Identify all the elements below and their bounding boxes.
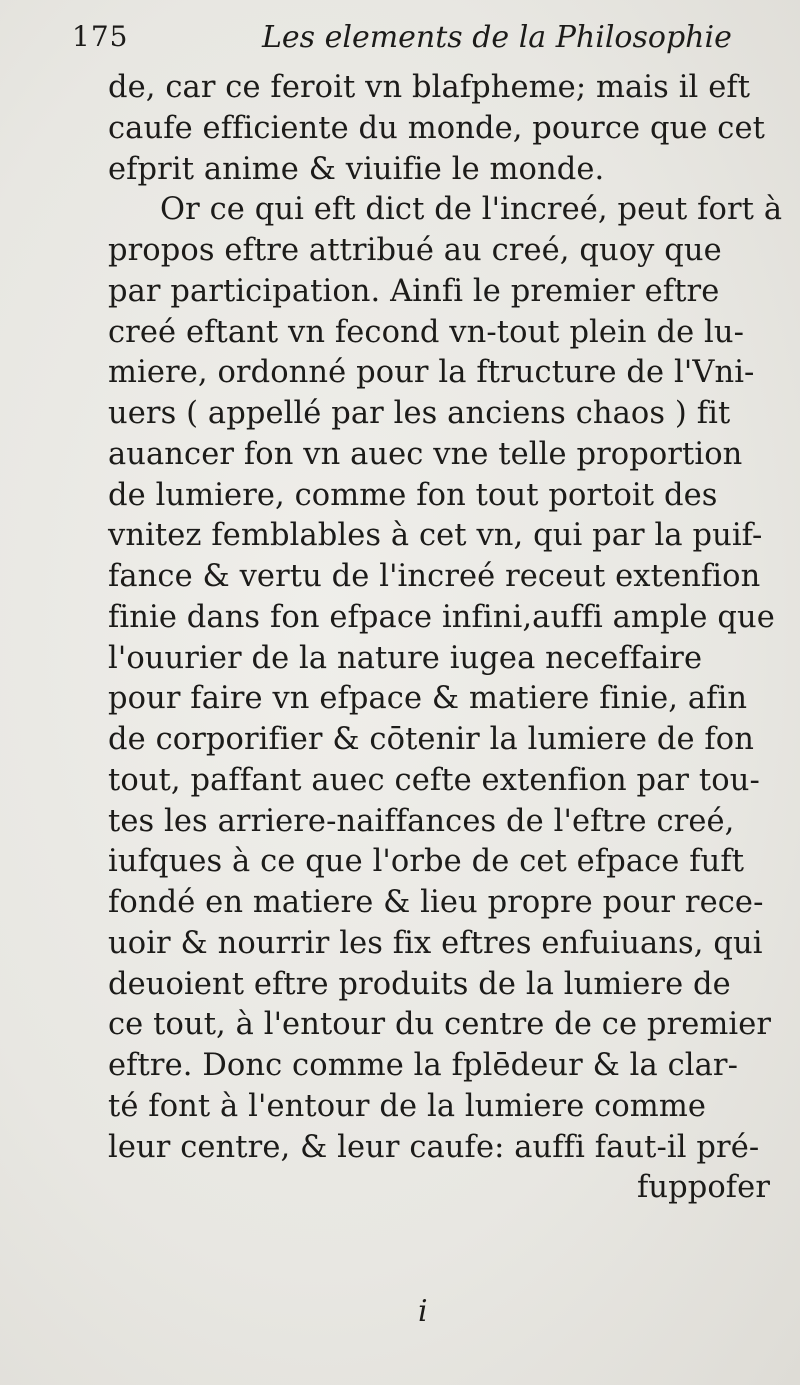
text-line: eftre. Donc comme la fplēdeur & la clar-	[108, 1048, 739, 1083]
text-line: propos eftre attribué au creé, quoy que	[108, 233, 722, 268]
text-line: efprit anime & viuifie le monde.	[108, 151, 605, 187]
text-line: l'ouurier de la nature iugea neceffaire	[108, 640, 703, 676]
text-line: iufques à ce que l'orbe de cet efpace fuft	[108, 844, 745, 880]
text-line: de corporifier & cōtenir la lumiere de fon	[108, 722, 754, 757]
page-header	[72, 16, 752, 62]
text-line: ce tout, à l'entour du centre de ce premier	[108, 1007, 772, 1043]
text-line: pour faire vn efpace & matiere finie, afin	[108, 681, 748, 717]
running-title: Les elements de la Philosophie	[262, 20, 732, 55]
text-line: de lumiere, comme fon tout portoit des	[108, 477, 718, 513]
text-line: de, car ce feroit vn blafpheme; mais il eft	[108, 70, 751, 105]
text-line: miere, ordonné pour la ftructure de l'Vni-	[108, 355, 755, 391]
body-text	[108, 68, 798, 1209]
text-line: uoir & nourrir les fix eftres enfuiuans, qui	[108, 925, 763, 961]
page-number: 175	[72, 20, 129, 53]
text-line: par participation. Ainfi le premier eftre	[108, 273, 720, 309]
text-line: vnitez femblables à cet vn, qui par la puif-	[108, 518, 763, 554]
text-line: tes les arriere-naiffances de l'eftre creé,	[108, 803, 735, 839]
catchword-line	[108, 1168, 798, 1209]
text-line: creé eftant vn fecond vn-tout plein de lu-	[108, 314, 745, 350]
text-line: caufe efficiente du monde, pource que cet	[108, 110, 765, 146]
text-line: tout, paffant auec cefte extenfion par tou-	[108, 762, 760, 798]
text-line: uers ( appellé par les anciens chaos ) fit	[108, 396, 731, 431]
text-line: deuoient eftre produits de la lumiere de	[108, 966, 731, 1002]
text-line: té font à l'entour de la lumiere comme	[108, 1088, 706, 1124]
text-line: fondé en matiere & lieu propre pour rece-	[108, 885, 764, 920]
text-line: leur centre, & leur caufe: auffi faut-il pré-	[108, 1129, 760, 1165]
catchword: fuppofer	[636, 1170, 770, 1206]
signature-mark: i	[418, 1294, 428, 1329]
text-line: Or ce qui eft dict de l'increé, peut fort à	[160, 192, 783, 228]
text-line: fance & vertu de l'increé receut extenfion	[108, 559, 761, 594]
text-line: auancer fon vn auec vne telle proportion	[108, 436, 743, 472]
text-line: finie dans fon efpace infini,auffi ample que	[108, 599, 775, 635]
